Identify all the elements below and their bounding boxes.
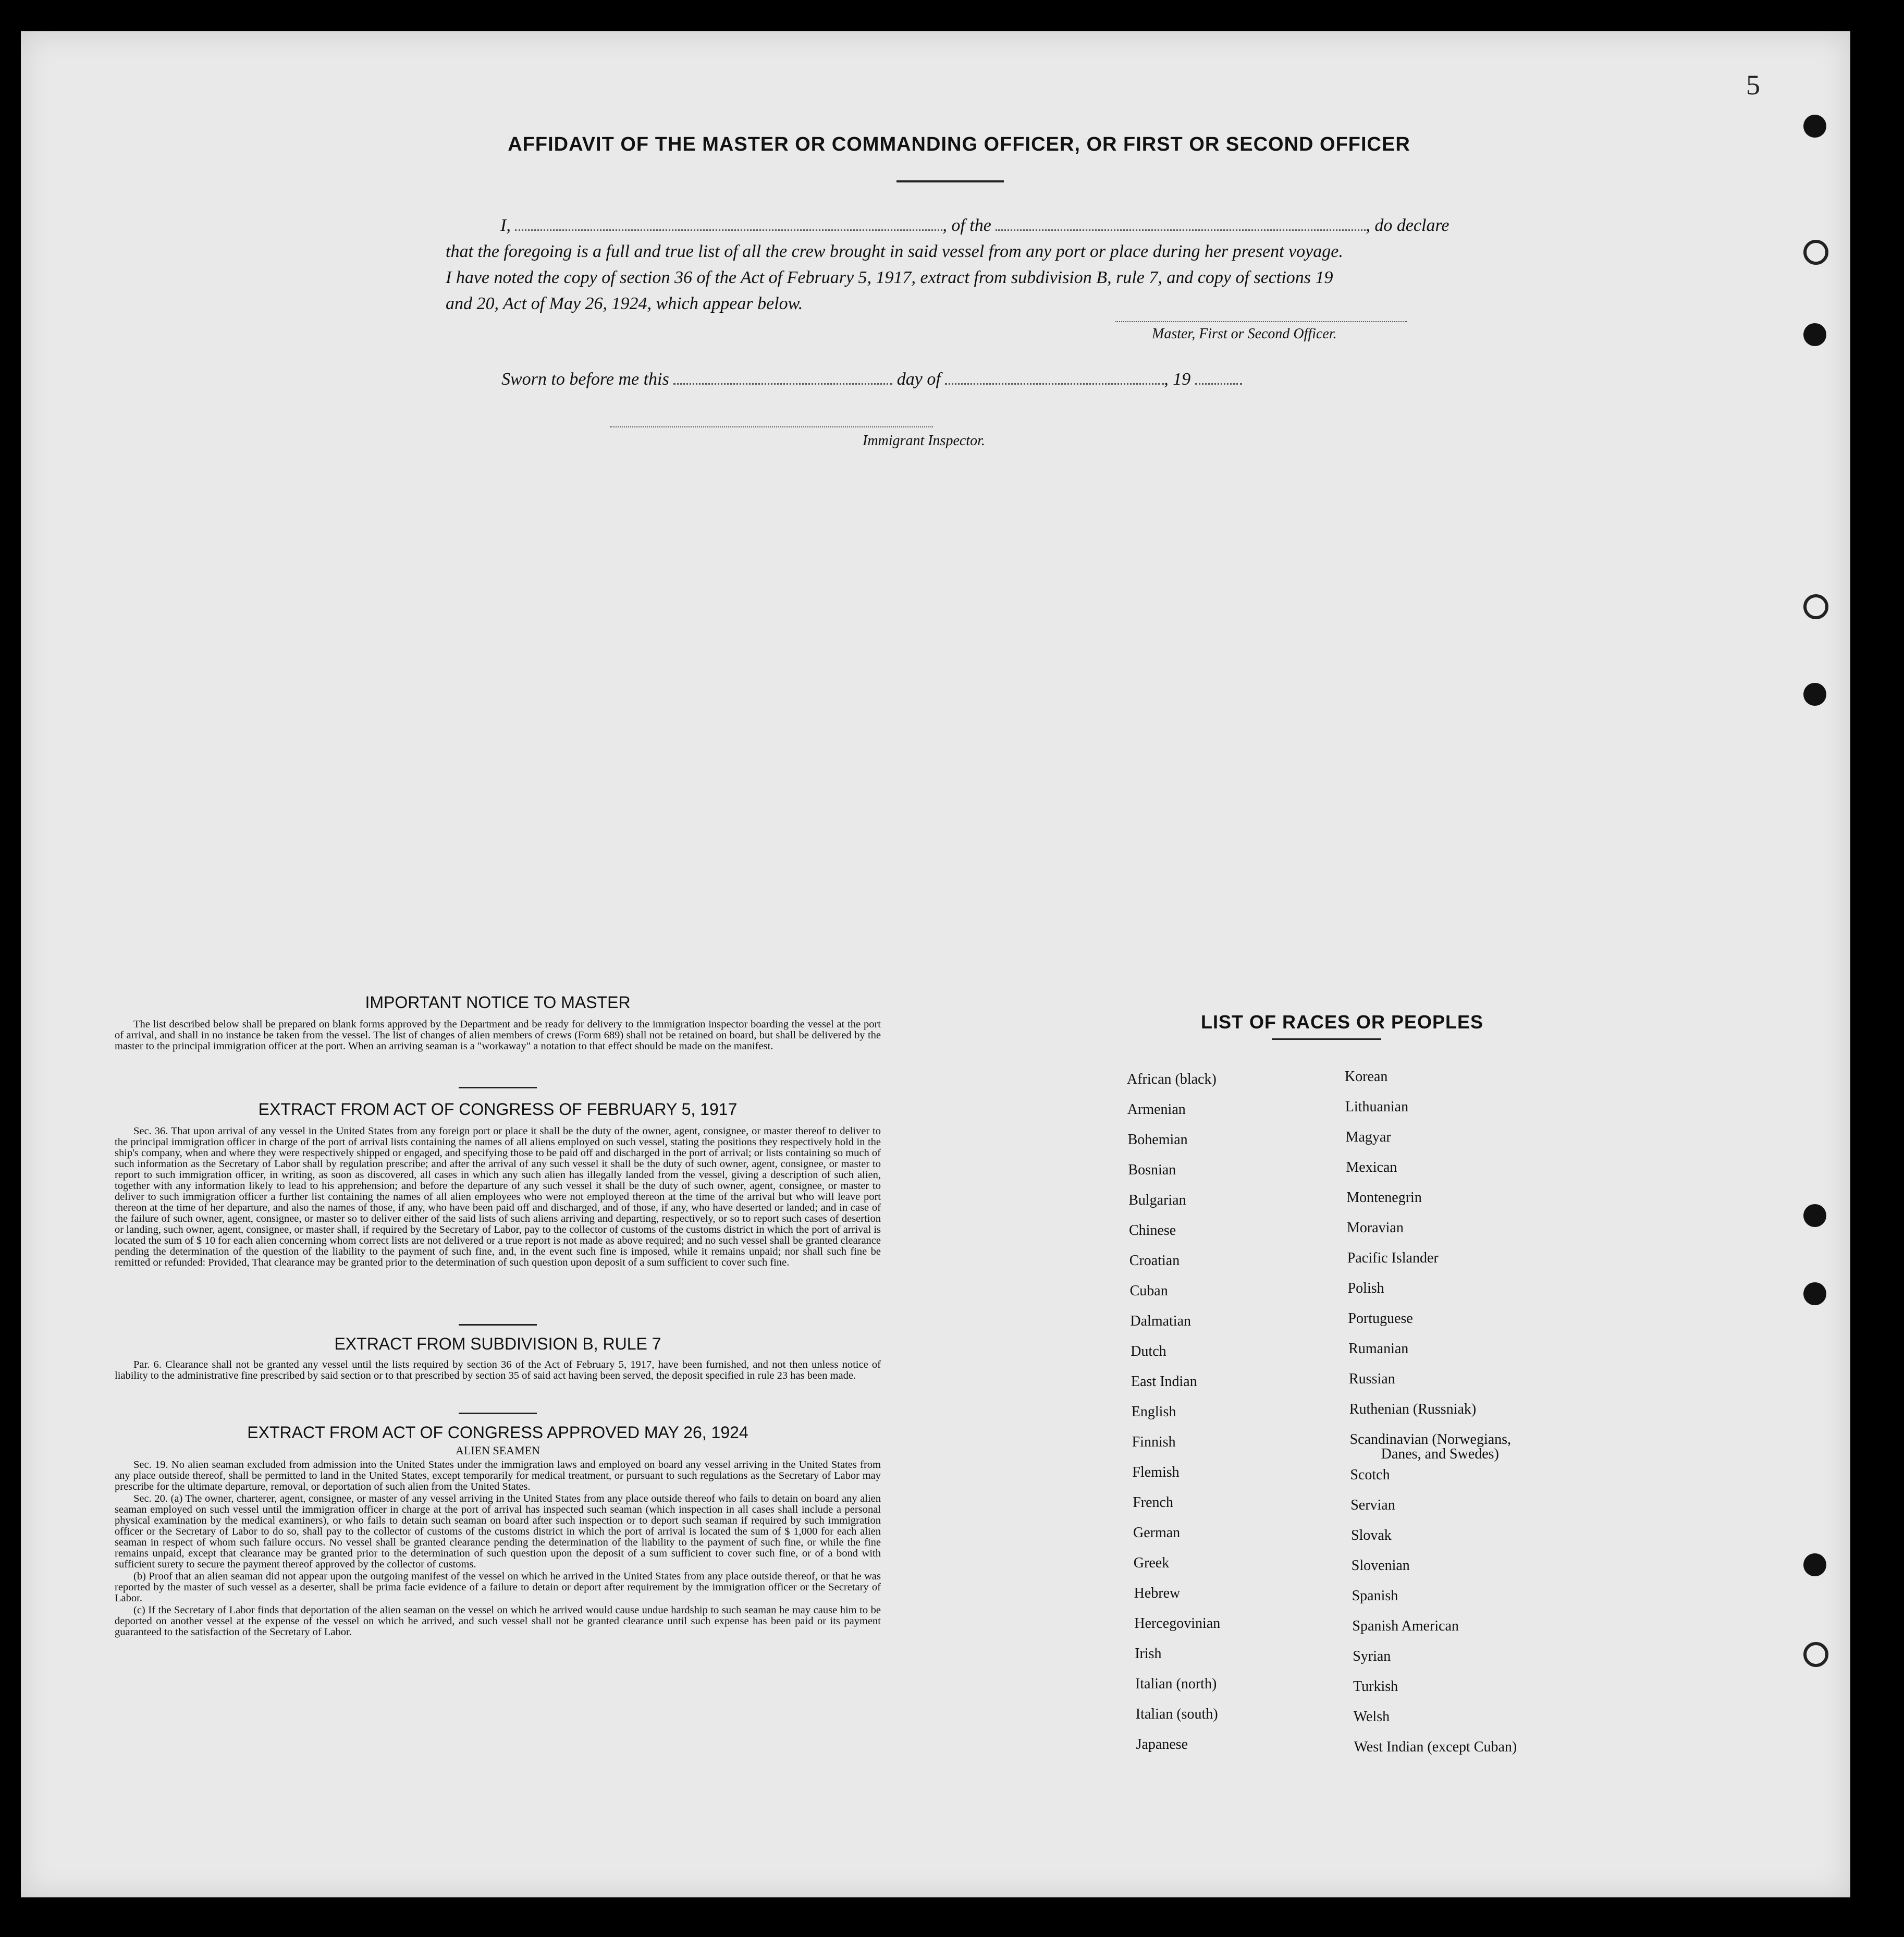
race-item: East Indian: [1131, 1374, 1197, 1390]
race-item: Armenian: [1127, 1101, 1186, 1118]
race-item: Polish: [1347, 1280, 1384, 1296]
document-page: [21, 31, 1850, 1897]
race-item: West Indian (except Cuban): [1354, 1739, 1517, 1755]
title-rule: [896, 180, 1004, 182]
races-rule: [1272, 1038, 1381, 1040]
race-item: Pacific Islander: [1347, 1250, 1439, 1266]
race-item: Servian: [1350, 1497, 1395, 1513]
vessel-blank[interactable]: [996, 214, 1366, 231]
race-item: Finnish: [1132, 1434, 1176, 1450]
master-signature-line[interactable]: [1115, 321, 1407, 322]
race-item: Cuban: [1129, 1283, 1168, 1299]
master-caption: Master, First or Second Officer.: [1152, 326, 1337, 342]
extract-1924-title: EXTRACT FROM ACT OF CONGRESS APPROVED MAY 26, 1924: [247, 1423, 748, 1442]
race-item: Irish: [1135, 1646, 1162, 1662]
name-blank[interactable]: [515, 214, 942, 231]
inspector-caption: Immigrant Inspector.: [863, 433, 985, 449]
race-item: Magyar: [1345, 1129, 1391, 1145]
binder-hole: [1803, 1553, 1826, 1576]
binder-hole: [1803, 1642, 1828, 1667]
race-item: Bosnian: [1128, 1162, 1176, 1178]
affidavit-title: AFFIDAVIT OF THE MASTER OR COMMANDING OFFICER, OR FIRST OR SECOND OFFICER: [508, 133, 1410, 155]
race-item: Portuguese: [1348, 1310, 1413, 1327]
notice-title: IMPORTANT NOTICE TO MASTER: [365, 993, 631, 1012]
race-item: Chinese: [1129, 1222, 1176, 1239]
binder-hole: [1803, 683, 1826, 706]
race-item: Flemish: [1132, 1464, 1180, 1480]
binder-hole: [1803, 1282, 1826, 1305]
race-item: Syrian: [1353, 1648, 1391, 1664]
race-item: Dutch: [1131, 1343, 1166, 1359]
subdivision-b-text: Par. 6. Clearance shall not be granted any vessel until the lists required by section 36 of the Act of February 5, 1917, have been furnished, and not then unless notice of liability to the administrative fine prescribed by said section or to that prescribed by section 35 of said act having been served, the deposit specified in rule 23 has been made.: [115, 1359, 881, 1381]
race-item: French: [1133, 1494, 1173, 1511]
binder-hole: [1803, 1204, 1826, 1227]
year-blank[interactable]: [1195, 367, 1242, 385]
race-item: German: [1133, 1525, 1181, 1541]
binder-hole: [1803, 240, 1828, 265]
race-item: Spanish American: [1352, 1618, 1459, 1634]
race-item: Slovenian: [1351, 1558, 1410, 1574]
race-item: Lithuanian: [1345, 1099, 1409, 1115]
race-item: Welsh: [1353, 1709, 1390, 1725]
affidavit-line3: I have noted the copy of section 36 of the Act of February 5, 1917, extract from subdivision B, rule 7, and copy of sections 19: [446, 268, 1333, 287]
race-item: Rumanian: [1348, 1341, 1409, 1357]
race-item: Mexican: [1346, 1159, 1397, 1175]
extract-1917-text: Sec. 36. That upon arrival of any vessel in the United States from any foreign port or place it shall be the duty of the owner, agent, consignee, or master thereof to deliver to the principal immigration officer in charge of the port of arrival lists containing the names of all aliens employed on such vessel, stating the positions they respectively hold in the ship's company, when and where they were respectively shipped or engaged, and specifying those to be paid off and discharged in the port of arrival; or lists containing so much of such information as the Secretary of Labor shall by regulation prescribe; and after the arrival of any such vessel it shall be the duty of such owner, agent, consignee, or master to report to such immigration officer, in writing, as soon as discovered, all cases in which any such alien has illegally landed from the vessel, giving a description of such alien, together with any information likely to lead to his apprehension; and before the departure of any such vessel it shall be the duty of such owner, agent, consignee, or master to deliver to such immigration officer a further list containing the names of all alien employees who were not employed thereon at the time of the arrival but who will leave port thereon at the time of her departure, and also the names of those, if any, who have been paid off and discharged, and of those, if any, who have deserted or landed; and in case of the failure of such owner, agent, consignee, or master so to deliver either of the said lists of such aliens arriving and departing, respectively, or so to report such cases of desertion or landing, such owner, agent, consignee, or master shall, if required by the Secretary of Labor, pay to the collector of customs of the customs district in which the port of arrival is located the sum of $ 10 for each alien concerning whom correct lists are not delivered or a true report is not made as above required; and no such vessel shall be granted clearance pending the determination of the question of the liability to the payment of such fine, and, in the event such fine is imposed, while it remains unpaid; nor shall such fine be remitted or refunded: Provided, That clearance may be granted prior to the determination of such question upon deposit of a sum sufficient to cover such fine.: [115, 1125, 881, 1268]
race-item: Croatian: [1129, 1253, 1180, 1269]
races-title: LIST OF RACES OR PEOPLES: [1200, 1011, 1484, 1033]
race-item: Moravian: [1347, 1220, 1404, 1236]
extract-1924-text: Sec. 19. No alien seaman excluded from admission into the United States under the immigration laws and employed on board any vessel arriving in the United States from any place outside thereof, shall be permitted to land in the United States, except temporarily for medical treatment, or pursuant to such regulations as the Secretary of Labor may prescribe for the ultimate departure, removal, or deportation of such alien from the United States. Sec. 20. (a) The owner, charterer, agent, consignee, or master of any vessel arriving in the United States from any place outside thereof who fails to detain on board any alien seaman employed on such vessel until the immigration officer in charge at the port of arrival has inspected such seaman (which inspection in all cases shall include a personal physical examination by the medical examiners), or who fails to detain such seaman on board after such inspection or to deport such seaman if required by such immigration officer or the Secretary of Labor to do so, shall pay to the collector of customs of the customs district in which the port of arrival is located the sum of $ 1,000 for each alien seaman in respect of whom such failure occurs. No vessel shall be granted clearance pending the determination of the liability to the payment of such fine, or while the fine remains unpaid, except that clearance may be granted prior to the determination of such question upon the deposit of a sum sufficient to cover such fine, or of a bond with sufficient surety to secure the payment thereof approved by the collector of customs. (b) Proof that an alien seaman did not appear upon the outgoing manifest of the vessel on which he arrived in the United States from any place outside thereof, or that he was reported by the master of such vessel as a deserter, shall be prima facie evidence of a failure to detain or deport after requirement by the immigration officer or the Secretary of Labor. (c) If the Secretary of Labor finds that deportation of the alien seaman on the vessel on which he arrived would cause undue hardship to such seaman he may cause him to be deported on another vessel at the expense of the vessel on which he arrived, and such vessel shall not be granted clearance until such expense has been paid or its payment guaranteed to the satisfaction of the Secretary of Labor.: [115, 1459, 881, 1638]
race-item: Japanese: [1136, 1736, 1188, 1752]
race-item: Montenegrin: [1346, 1190, 1422, 1206]
extract-1917-title: EXTRACT FROM ACT OF CONGRESS OF FEBRUARY 5, 1917: [258, 1100, 738, 1119]
day-blank[interactable]: [673, 367, 892, 385]
race-item: Slovak: [1351, 1527, 1392, 1543]
race-item: Ruthenian (Russniak): [1349, 1401, 1477, 1417]
race-item: Bohemian: [1127, 1132, 1188, 1148]
race-item: Russian: [1349, 1371, 1395, 1387]
sworn-line: Sworn to before me this day of , 19: [501, 365, 1242, 394]
affidavit-line4: and 20, Act of May 26, 1924, which appear below.: [446, 294, 803, 313]
race-item: Italian (south): [1135, 1706, 1218, 1722]
race-item: Turkish: [1353, 1678, 1398, 1695]
race-item: Spanish: [1352, 1588, 1398, 1604]
binder-hole: [1803, 115, 1826, 138]
race-item: Dalmatian: [1130, 1313, 1191, 1329]
page-number: 5: [1746, 69, 1760, 101]
race-item: Bulgarian: [1128, 1192, 1186, 1208]
extract-1917-rule: [459, 1324, 537, 1326]
race-item: Korean: [1345, 1069, 1388, 1085]
race-item: Hercegovinian: [1134, 1615, 1221, 1632]
affidavit-line1: I, , of the , do declare: [500, 211, 1450, 240]
subdivision-b-rule: [459, 1413, 537, 1414]
race-item: African (black): [1127, 1071, 1217, 1087]
inspector-signature-line[interactable]: [610, 426, 933, 427]
race-item: Scotch: [1350, 1467, 1390, 1483]
race-item-continued: Danes, and Swedes): [1381, 1446, 1499, 1462]
notice-text: The list described below shall be prepared on blank forms approved by the Department and be ready for delivery to the immigration inspector boarding the vessel at the port of arrival, and shall in no instance be taken from the vessel. The list of changes of alien members of crews (Form 689) shall not be retained on board, but shall be delivered by the master to the principal immigration officer at the port. When an arriving seaman is a "workaway" a notation to that effect should be made on the manifest.: [115, 1019, 881, 1052]
race-item: Hebrew: [1134, 1585, 1181, 1601]
binder-hole: [1803, 594, 1828, 619]
affidavit-line2: that the foregoing is a full and true list of all the crew brought in said vessel from any port or place during her present voyage.: [446, 242, 1343, 261]
race-item: Scandinavian (Norwegians,: [1349, 1431, 1512, 1448]
race-item: English: [1131, 1404, 1176, 1420]
binder-hole: [1803, 323, 1826, 346]
race-item: Italian (north): [1135, 1676, 1217, 1692]
month-blank[interactable]: [945, 367, 1164, 385]
extract-1924-subtitle: ALIEN SEAMEN: [456, 1444, 540, 1457]
subdivision-b-title: EXTRACT FROM SUBDIVISION B, RULE 7: [334, 1334, 661, 1353]
race-item: Greek: [1133, 1555, 1170, 1571]
notice-rule: [459, 1087, 537, 1088]
